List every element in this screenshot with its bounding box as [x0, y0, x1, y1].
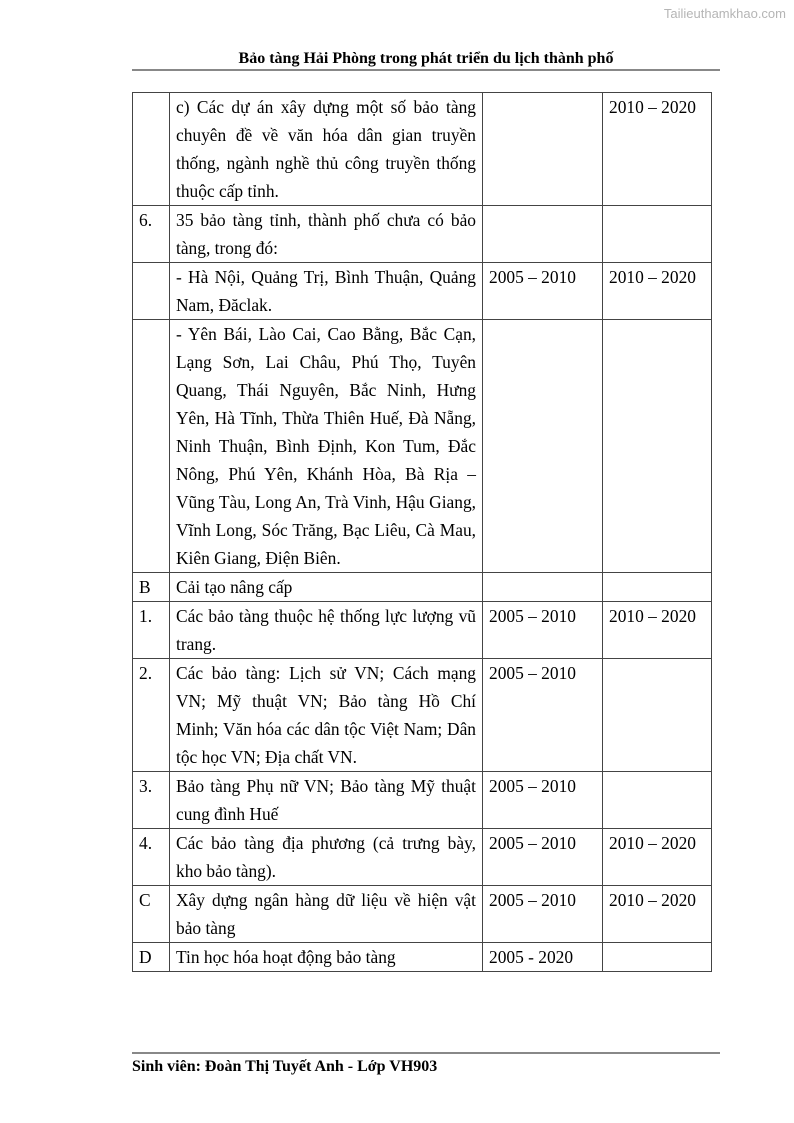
period-phase-2: 2010 – 2020 [603, 886, 712, 943]
row-number: D [133, 943, 170, 972]
period-phase-1 [483, 206, 603, 263]
period-phase-2 [603, 573, 712, 602]
row-description: Xây dựng ngân hàng dữ liệu về hiện vật bảo tàng [170, 886, 483, 943]
row-description: - Hà Nội, Quảng Trị, Bình Thuận, Quảng Nam, Đăclak. [170, 263, 483, 320]
period-phase-2 [603, 943, 712, 972]
row-number [133, 263, 170, 320]
period-phase-2 [603, 659, 712, 772]
row-description: Các bảo tàng: Lịch sử VN; Cách mạng VN; Mỹ thuật VN; Bảo tàng Hồ Chí Minh; Văn hóa các dân tộc Việt Nam; Dân tộc học VN; Địa chất VN. [170, 659, 483, 772]
period-phase-1 [483, 320, 603, 573]
row-number: 1. [133, 602, 170, 659]
table-row [133, 943, 712, 972]
period-phase-2 [603, 206, 712, 263]
table-row [133, 829, 712, 886]
period-phase-1 [483, 573, 603, 602]
table-row [133, 573, 712, 602]
table-row [133, 886, 712, 943]
period-phase-2 [603, 772, 712, 829]
row-description: c) Các dự án xây dựng một số bảo tàng chuyên đề về văn hóa dân gian truyền thống, ngành nghề thủ công truyền thống thuộc cấp tỉnh. [170, 93, 483, 206]
period-phase-1: 2005 – 2010 [483, 886, 603, 943]
table-row [133, 659, 712, 772]
footer-rule [132, 1052, 720, 1054]
row-description: 35 bảo tàng tỉnh, thành phố chưa có bảo tàng, trong đó: [170, 206, 483, 263]
row-number [133, 93, 170, 206]
period-phase-2: 2010 – 2020 [603, 602, 712, 659]
row-description: Tin học hóa hoạt động bảo tàng [170, 943, 483, 972]
page-header: Bảo tàng Hải Phòng trong phát triển du lịch thành phố [238, 50, 614, 67]
header-rule [132, 69, 720, 71]
plan-table [132, 92, 712, 972]
row-description: Bảo tàng Phụ nữ VN; Bảo tàng Mỹ thuật cung đình Huế [170, 772, 483, 829]
row-number: 4. [133, 829, 170, 886]
row-description: Các bảo tàng địa phương (cả trưng bày, kho bảo tàng). [170, 829, 483, 886]
row-number: 6. [133, 206, 170, 263]
period-phase-1: 2005 – 2010 [483, 263, 603, 320]
period-phase-2: 2010 – 2020 [603, 93, 712, 206]
period-phase-1: 2005 - 2020 [483, 943, 603, 972]
row-description: - Yên Bái, Lào Cai, Cao Bằng, Bắc Cạn, Lạng Sơn, Lai Châu, Phú Thọ, Tuyên Quang, Thái Nguyên, Bắc Ninh, Hưng Yên, Hà Tĩnh, Thừa Thiên Huế, Đà Nẵng, Ninh Thuận, Bình Định, Kon Tum, Đắc Nông, Phú Yên, Khánh Hòa, Bà Rịa – Vũng Tàu, Long An, Trà Vinh, Hậu Giang, Vĩnh Long, Sóc Trăng, Bạc Liêu, Cà Mau, Kiên Giang, Điện Biên. [170, 320, 483, 573]
period-phase-2: 2010 – 2020 [603, 829, 712, 886]
row-number: 2. [133, 659, 170, 772]
period-phase-1: 2005 – 2010 [483, 772, 603, 829]
period-phase-1: 2005 – 2010 [483, 659, 603, 772]
table-row [133, 602, 712, 659]
period-phase-1: 2005 – 2010 [483, 829, 603, 886]
watermark: Tailieuthamkhao.com [663, 6, 786, 21]
table-row [133, 263, 712, 320]
row-description: Các bảo tàng thuộc hệ thống lực lượng vũ trang. [170, 602, 483, 659]
table-row [133, 93, 712, 206]
table-row [133, 320, 712, 573]
row-number: C [133, 886, 170, 943]
table-row [133, 206, 712, 263]
page-footer: Sinh viên: Đoàn Thị Tuyết Anh - Lớp VH903 [132, 1058, 438, 1075]
row-number: B [133, 573, 170, 602]
period-phase-2: 2010 – 2020 [603, 263, 712, 320]
period-phase-1: 2005 – 2010 [483, 602, 603, 659]
row-number: 3. [133, 772, 170, 829]
row-description: Cải tạo nâng cấp [170, 573, 483, 602]
period-phase-1 [483, 93, 603, 206]
period-phase-2 [603, 320, 712, 573]
row-number [133, 320, 170, 573]
table-row [133, 772, 712, 829]
